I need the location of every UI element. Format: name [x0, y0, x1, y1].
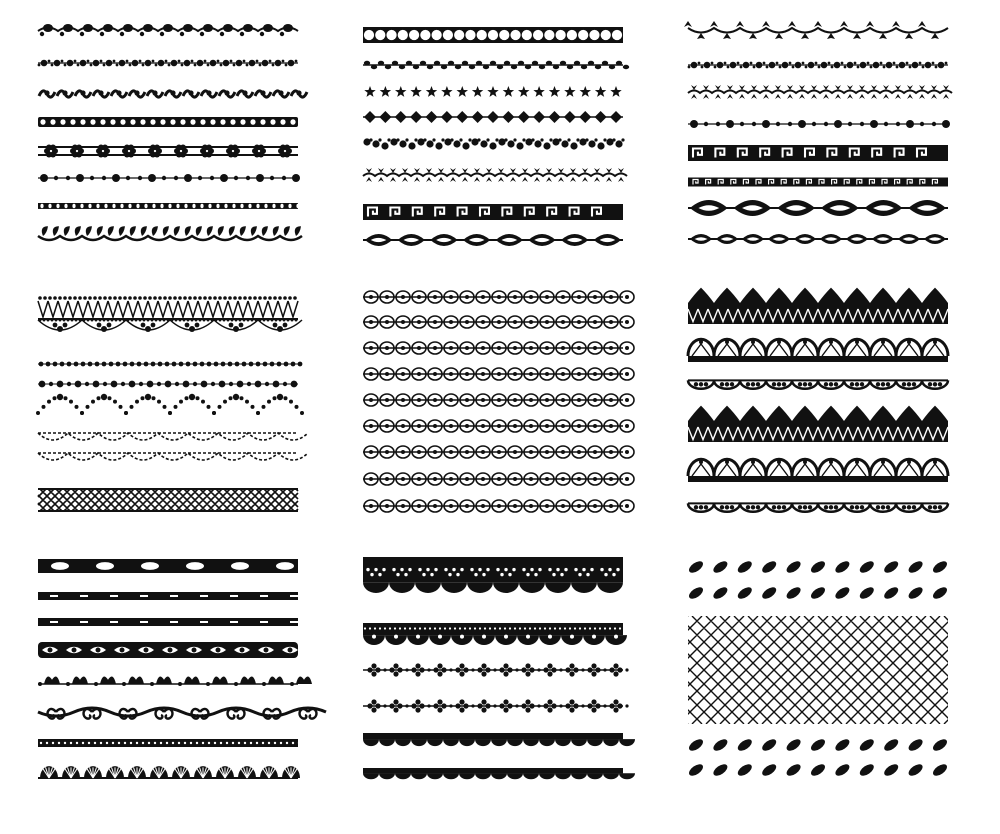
- border-strip-floral-small: [38, 60, 298, 67]
- border-strip-scallop-link: [363, 368, 634, 380]
- border-strip-fan-band: [38, 766, 300, 778]
- border-strip-dot-swag: [36, 394, 304, 415]
- border-strip-greek-key: [688, 145, 948, 161]
- ornament-panel-3: [684, 21, 952, 244]
- border-strip-diamond-row: [363, 111, 623, 123]
- border-strip-damask-band: [38, 559, 298, 573]
- border-strip-scallop-link: [363, 291, 634, 303]
- border-strip-lace-beads: [688, 380, 948, 388]
- border-strip-scallop-link: [363, 316, 634, 328]
- border-strip-bird-vine: [38, 676, 312, 686]
- border-strip-greek-key: [363, 204, 623, 220]
- border-strip-scallop-link: [363, 473, 634, 485]
- border-strip-lens-chain: [688, 200, 948, 216]
- border-strip-cross-dot: [363, 663, 629, 676]
- border-strip-leaf-garland: [38, 226, 302, 240]
- border-strip-swirl-vine: [38, 708, 326, 719]
- border-strip-lattice-band: [38, 489, 298, 511]
- ornament-panel-1: [38, 24, 307, 240]
- border-strip-dashed-scallop: [38, 433, 308, 440]
- border-strip-lace-points: [688, 288, 948, 324]
- border-strip-scroll-chain: [39, 90, 307, 97]
- border-strip-dot-row: [38, 362, 302, 367]
- border-strip-floral-vine: [38, 24, 298, 36]
- ornament-panel-8: [363, 557, 635, 779]
- border-strip-ring-band: [363, 27, 623, 43]
- border-strip-floral-cluster: [363, 138, 624, 149]
- border-strip-oval-row: [687, 585, 949, 601]
- ornament-panel-6: [688, 288, 948, 512]
- border-strip-scallop-link: [363, 500, 634, 512]
- border-strip-sprig-row: [363, 168, 627, 182]
- ornament-panel-9: [580, 559, 1000, 778]
- border-strip-scallop-solid: [363, 768, 635, 779]
- ornament-panel-4: [36, 296, 308, 511]
- border-strip-floral-small: [688, 62, 948, 69]
- border-strip-dot-row-big: [38, 381, 298, 388]
- border-strip-lace-arches: [688, 339, 948, 362]
- border-strip-scallop-link: [363, 446, 634, 458]
- border-strip-cross-dot: [363, 699, 629, 712]
- border-strip-leaf-band: [38, 203, 300, 209]
- border-strip-scallop-link: [363, 342, 634, 354]
- border-strip-damask-thin: [38, 592, 298, 600]
- border-strip-net-scallop: [363, 623, 627, 645]
- border-strip-lattice-dots: [38, 296, 298, 319]
- border-strip-beaded-flower: [38, 174, 300, 182]
- border-strip-damask-thin: [38, 618, 298, 626]
- border-strip-lace-beads: [688, 503, 948, 511]
- border-strip-scale-lace: [363, 557, 623, 593]
- border-strip-scallop-link: [363, 420, 634, 432]
- border-strip-tulip-scallop: [684, 21, 948, 39]
- border-strip-fishnet: [580, 616, 1000, 724]
- border-strip-dashed-scallop: [38, 453, 308, 460]
- border-strip-lace-arches: [688, 459, 948, 482]
- ornament-panel-7: [38, 559, 326, 778]
- border-strip-lace-points: [688, 406, 948, 442]
- border-strip-star-row: [364, 86, 621, 97]
- border-strip-oval-row: [687, 737, 949, 753]
- border-strip-mini-leaf: [363, 61, 629, 69]
- ornament-panel-2: [363, 27, 629, 246]
- border-strip-bead-swag: [38, 319, 302, 333]
- border-strip-flower-medallion: [38, 145, 298, 158]
- border-strip-greek-key-small: [688, 178, 948, 187]
- border-strip-scroll-chain-dense: [38, 117, 298, 127]
- border-strip-beaded-flower: [688, 120, 950, 128]
- ornament-panel-5: [363, 291, 634, 512]
- border-strip-oval-row: [687, 762, 949, 778]
- border-strip-scallop-solid: [363, 733, 635, 746]
- border-strip-sprig-row: [688, 85, 952, 99]
- border-strip-scallop-link: [363, 394, 634, 406]
- border-strip-lens-chain-thin: [688, 234, 948, 244]
- border-strip-lens-chain: [363, 234, 623, 246]
- border-strip-lace-thin: [38, 739, 300, 747]
- border-strip-flower-band: [38, 642, 298, 658]
- border-strip-oval-row: [687, 559, 949, 575]
